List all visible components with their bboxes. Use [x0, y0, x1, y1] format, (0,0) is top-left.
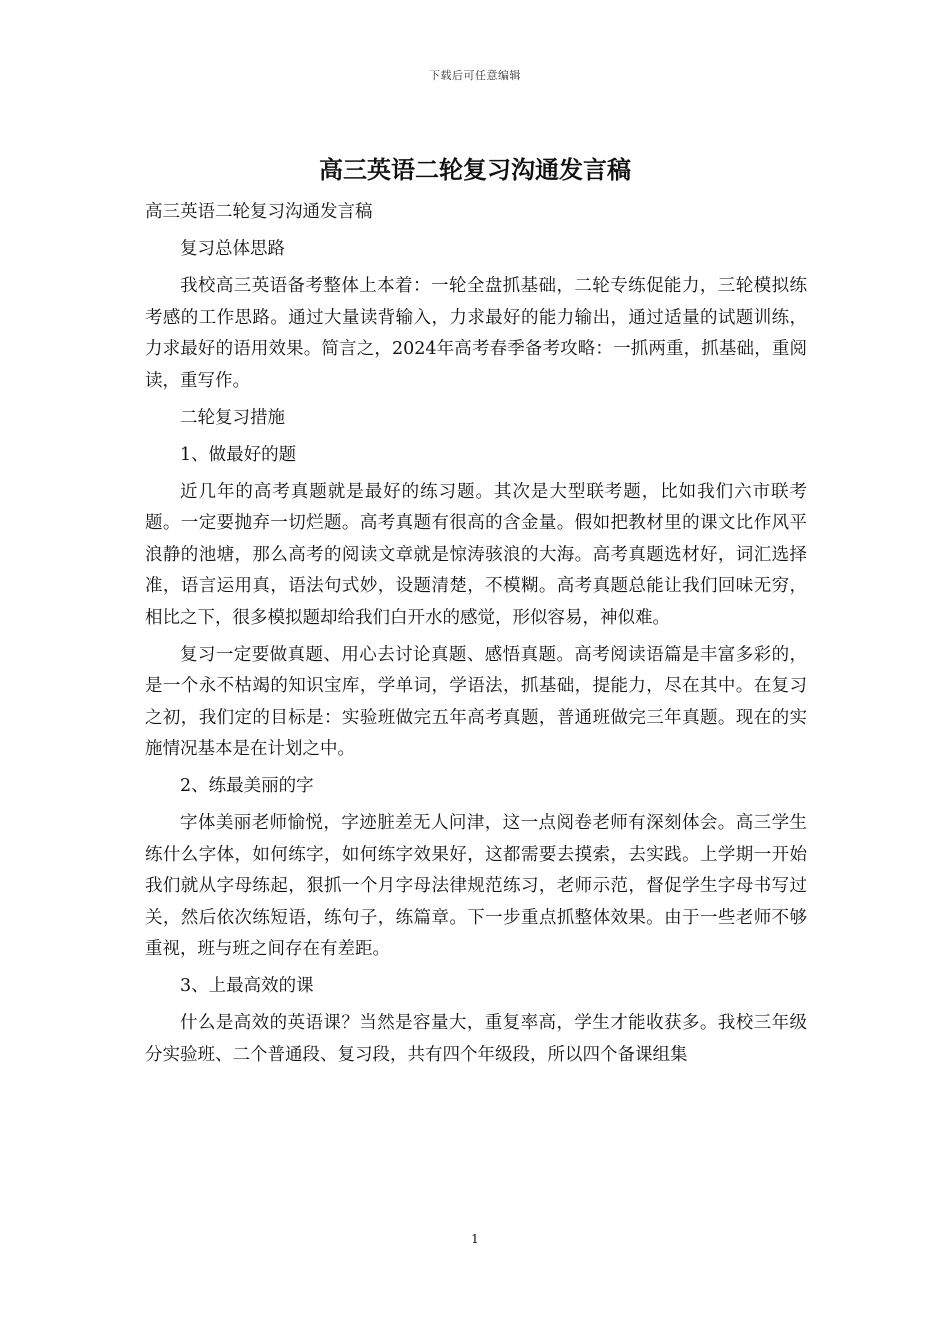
subheading-best-questions: 1、做最好的题	[180, 444, 297, 465]
body-paragraph: 我校高三英语备考整体上本着：一轮全盘抓基础，二轮专练促能力，三轮模拟练考感的工作思路。通过大量读背输入，力求最好的能力输出，通过适量的试题训练，力求最好的语用效果。简言之，2024年高考春季备考攻略：一抓两重，抓基础，重阅读，重写作。	[145, 276, 807, 391]
body-paragraph: 什么是高效的英语课？当然是容量大，重复率高，学生才能收获多。我校三年级分实验班、二个普通段、复习段，共有四个年级段，所以四个备课组集	[145, 1013, 807, 1065]
page-header-note: 下载后可任意编辑	[429, 69, 521, 82]
body-paragraph: 近几年的高考真题就是最好的练习题。其次是大型联考题，比如我们六市联考题。一定要抛弃一切烂题。高考真题有很高的含金量。假如把教材里的课文比作风平浪静的池塘，那么高考的阅读文章就是惊涛骇浪的大海。高考真题选材好，词汇选择准，语言运用真，语法句式妙，设题清楚，不模糊。高考真题总能让我们回味无穷，相比之下，很多模拟题却给我们白开水的感觉，形似容易，神似难。	[145, 481, 807, 628]
section-heading-second-round: 二轮复习措施	[180, 407, 285, 428]
section-heading-overall-plan: 复习总体思路	[180, 239, 285, 259]
body-paragraph: 字体美丽老师愉悦，字迹脏差无人问津，这一点阅卷老师有深刻体会。高三学生练什么字体，如何练字，如何练字效果好，这都需要去摸索，去实践。上学期一开始我们就从字母练起，狠抓一个月字母法律规范练习，老师示范，督促学生字母书写过关，然后依次练短语，练句子，练篇章。下一步重点抓整体效果。由于一些老师不够重视，班与班之间存在有差距。	[145, 813, 807, 959]
subtitle-paragraph: 高三英语二轮复习沟通发言稿	[145, 202, 373, 222]
page-number: 1	[471, 1232, 479, 1246]
document-body	[145, 197, 807, 1077]
document-title: 高三英语二轮复习沟通发言稿	[319, 155, 631, 184]
subheading-handwriting: 2、练最美丽的字	[180, 776, 314, 796]
body-paragraph: 复习一定要做真题、用心去讨论真题、感悟真题。高考阅读语篇是丰富多彩的，是一个永不枯竭的知识宝库，学单词，学语法，抓基础，提能力，尽在其中。在复习之初，我们定的目标是：实验班做完五年高考真题，普通班做完三年真题。现在的实施情况基本是在计划之中。	[145, 644, 807, 759]
subheading-efficient-class: 3、上最高效的课	[180, 976, 314, 996]
